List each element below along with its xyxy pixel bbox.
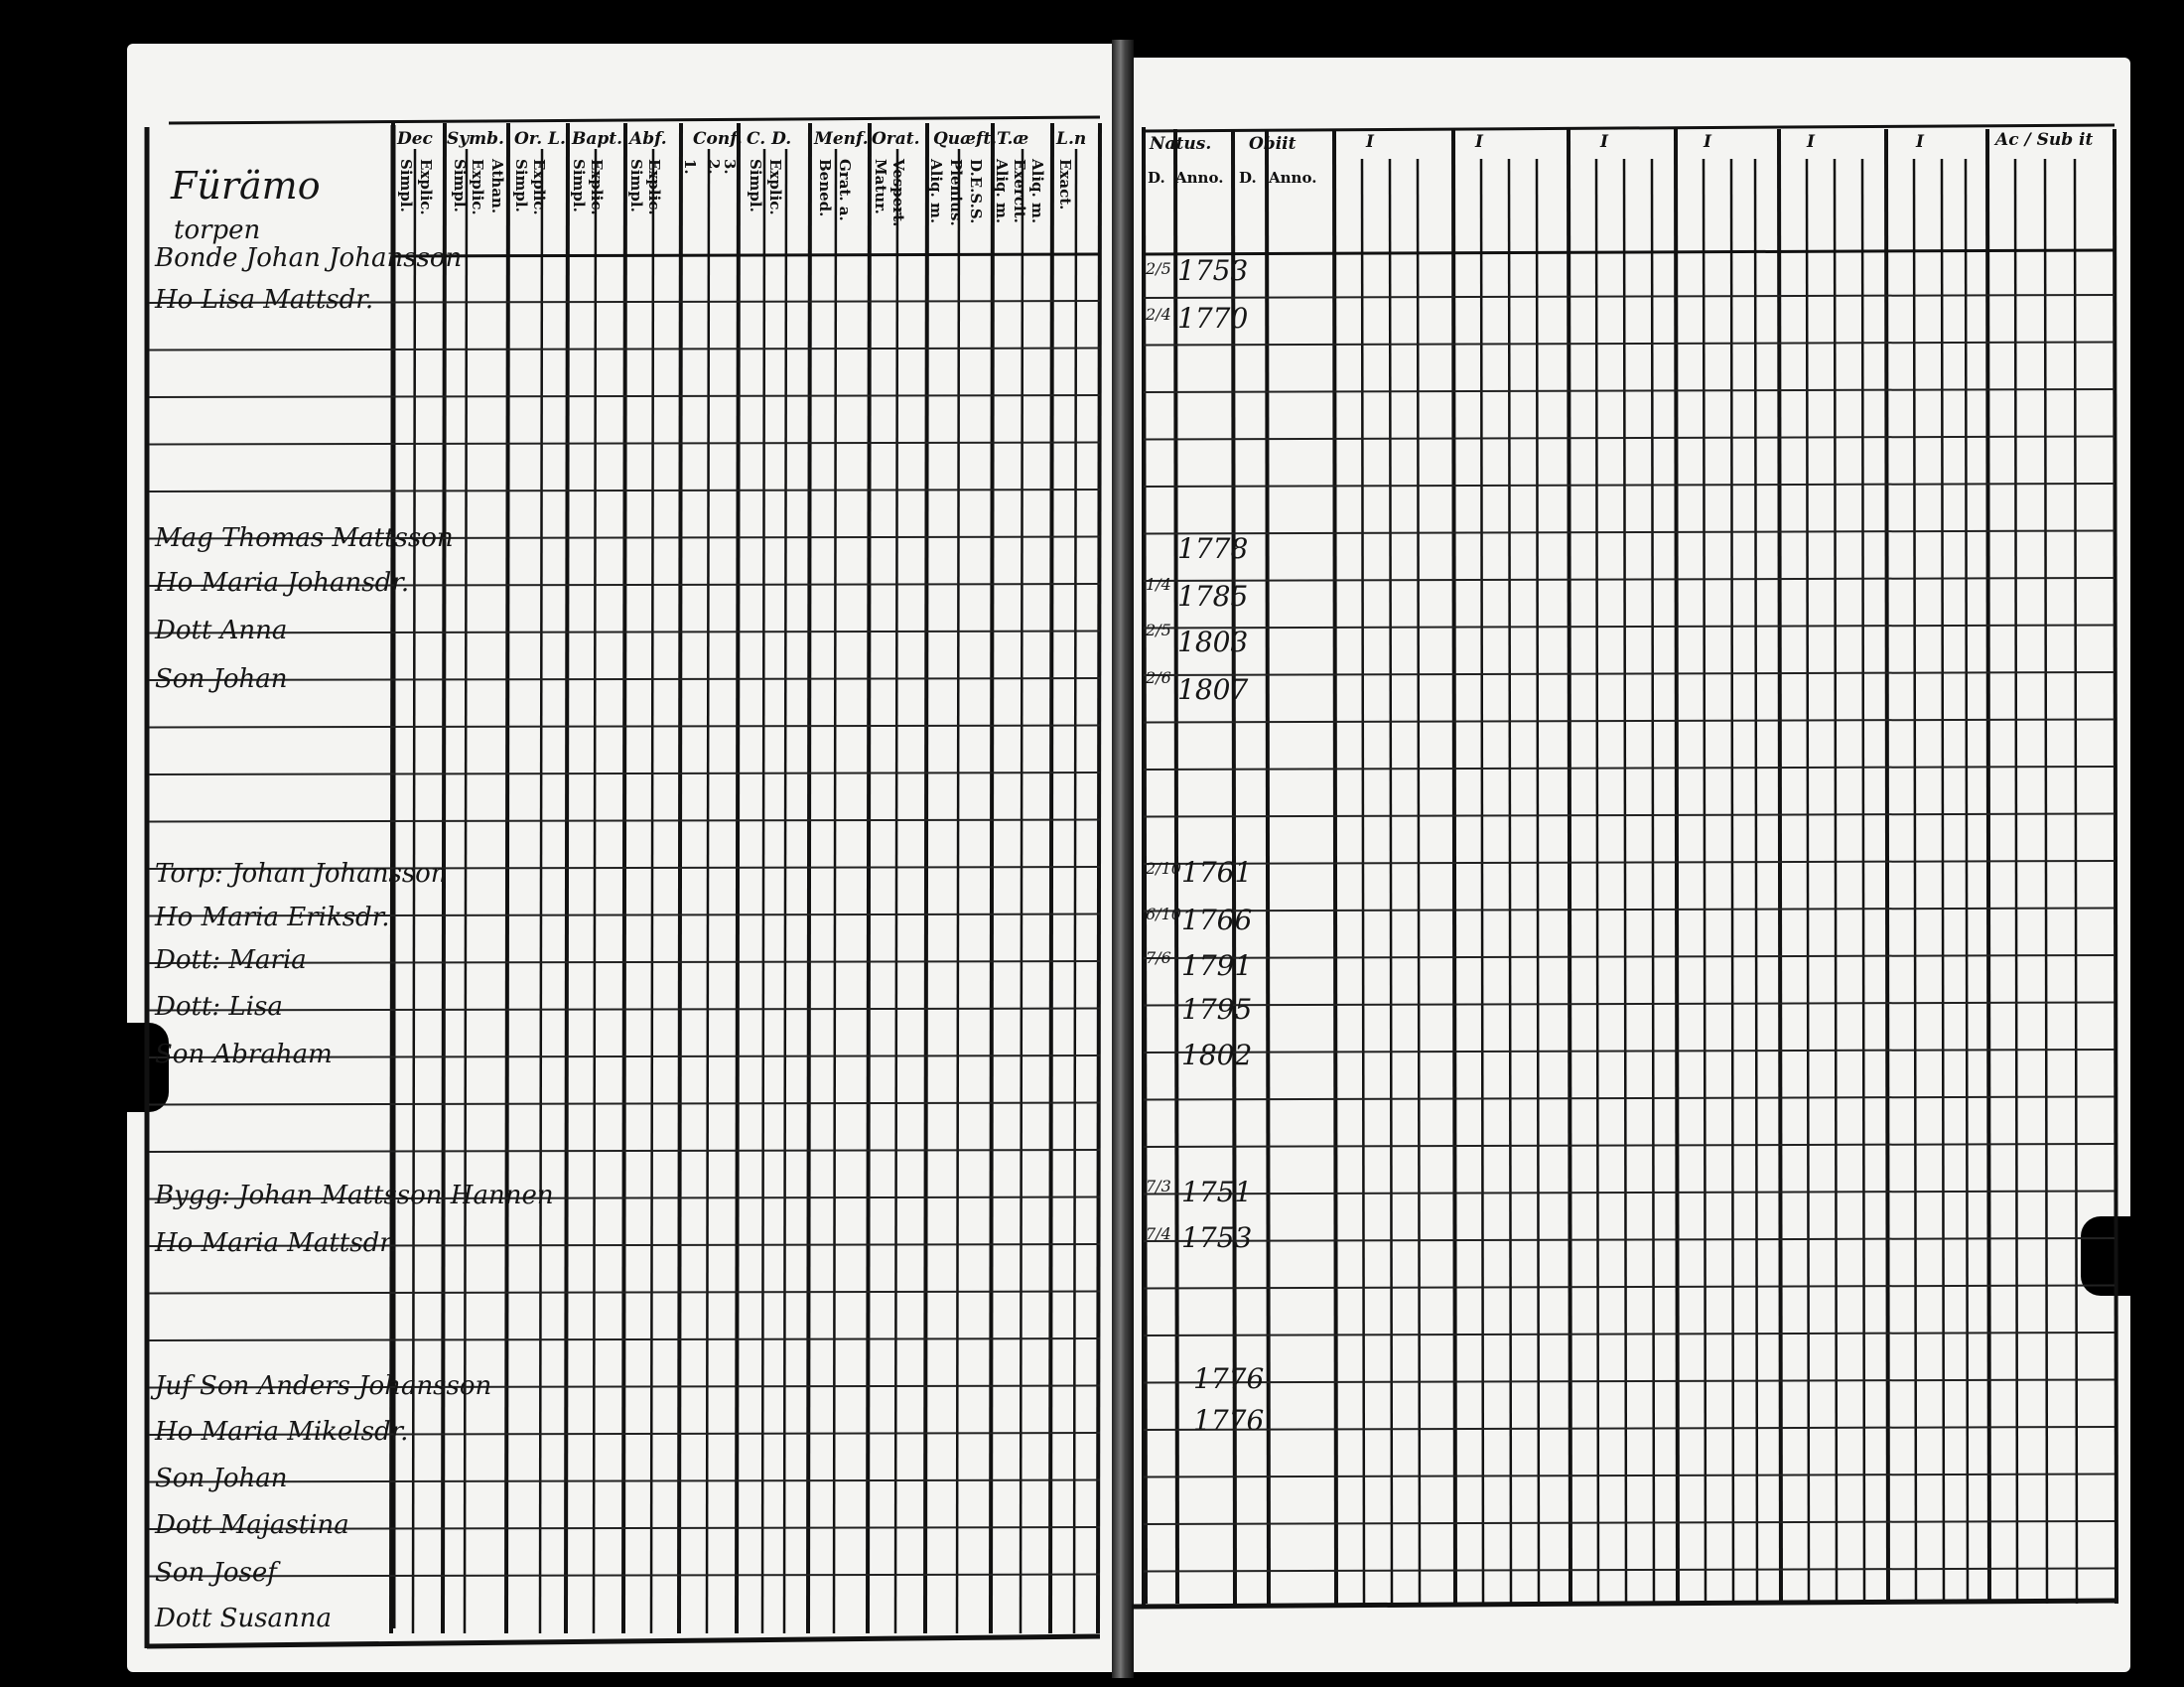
birth-year: 1791 <box>1181 949 1253 982</box>
left-subcolumn-rule <box>1021 149 1023 1633</box>
right-subcolumn-rule <box>1862 159 1864 1604</box>
right-subcolumn-rule <box>1966 159 1968 1604</box>
column-group-header: Abf. <box>629 129 667 149</box>
column-sub-header: D.E.S.S. <box>967 159 985 224</box>
column-sub-header: Plenius. <box>947 159 965 226</box>
column-group-header: Or. L. <box>514 129 566 149</box>
column-sub-header: 3. <box>721 159 739 175</box>
right-column-rule <box>1676 129 1678 1604</box>
birth-day: 7/3 <box>1146 1177 1171 1195</box>
right-subcolumn-rule <box>1914 159 1916 1604</box>
year-mark-4: I <box>1704 132 1711 152</box>
birth-year: 1803 <box>1177 626 1249 658</box>
birth-day: 6/10 <box>1146 905 1181 923</box>
left-subcolumn-rule <box>957 149 959 1633</box>
birth-year: 1753 <box>1177 254 1249 287</box>
obiit-anno-header: Anno. <box>1269 169 1317 187</box>
household-entry: Son Abraham <box>155 1040 333 1069</box>
column-sub-header: Explic. <box>417 159 435 215</box>
left-row-rule <box>149 349 1100 351</box>
right-row-rule <box>1144 861 2115 864</box>
right-column-rule <box>1569 129 1570 1604</box>
right-subcolumn-rule <box>1731 159 1733 1604</box>
birth-day: 2/4 <box>1146 305 1171 324</box>
household-entry: Mag Thomas Mattsson <box>155 523 454 553</box>
column-sub-header: Explic. <box>530 159 548 215</box>
household-entry: Son Johan <box>155 664 288 694</box>
right-row-rule <box>1144 343 2115 346</box>
household-entry: Ho Maria Eriksdr. <box>155 903 390 932</box>
birth-year: 1751 <box>1181 1176 1253 1208</box>
left-subcolumn-rule <box>895 149 897 1633</box>
household-entry: Son Johan <box>155 1464 288 1493</box>
left-column-rule <box>1098 123 1100 1633</box>
left-row-rule <box>149 443 1100 445</box>
household-entry: Son Josef <box>155 1558 277 1588</box>
right-subcolumn-rule <box>2045 159 2047 1604</box>
column-sub-header: Athan. <box>488 159 506 214</box>
right-row-rule <box>1144 437 2115 440</box>
place-heading: Fürämo <box>171 164 321 208</box>
column-sub-header: Vespert. <box>889 159 907 227</box>
column-group-header: Orat. <box>872 129 920 149</box>
household-entry: Dott: Maria <box>155 945 307 975</box>
right-row-rule <box>1144 1380 2115 1383</box>
year-mark-5: I <box>1807 132 1815 152</box>
column-sub-header: Exact. <box>1056 159 1074 211</box>
right-subcolumn-rule <box>1624 159 1626 1604</box>
right-subcolumn-rule <box>1509 159 1511 1604</box>
right-row-rule <box>1144 909 2115 912</box>
year-mark-6: I <box>1916 132 1924 152</box>
year-mark-3: I <box>1600 132 1608 152</box>
right-row-rule <box>1144 1427 2115 1430</box>
birth-day: 2/5 <box>1146 259 1171 278</box>
birth-year: 1778 <box>1177 532 1249 565</box>
household-entry: Bygg: Johan Mattsson Hannen <box>155 1181 554 1210</box>
right-subcolumn-rule <box>2015 159 2017 1604</box>
left-subcolumn-rule <box>1074 149 1076 1633</box>
birth-year: 1776 <box>1193 1362 1265 1395</box>
birth-day: 7/6 <box>1146 948 1171 967</box>
household-entry: Ho Maria Mattsdr. <box>155 1228 398 1258</box>
birth-year: 1776 <box>1193 1404 1265 1437</box>
right-row-rule <box>1144 1050 2115 1053</box>
household-entry: Ho Maria Johansdr. <box>155 568 410 598</box>
right-row-rule <box>1144 955 2115 958</box>
right-row-rule <box>1144 1003 2115 1006</box>
obiit-day-header: D. <box>1239 169 1257 187</box>
column-sub-header: Aliq. m. <box>1028 159 1046 224</box>
left-row-rule <box>149 395 1100 397</box>
last-column-header: Ac / Sub it <box>1995 130 2094 150</box>
birth-year: 1802 <box>1181 1039 1253 1071</box>
left-subcolumn-rule <box>651 149 653 1633</box>
birth-day: 2/5 <box>1146 621 1171 639</box>
left-subcolumn-rule <box>465 149 467 1633</box>
column-group-header: Conf. <box>693 129 743 149</box>
left-subcolumn-rule <box>784 149 786 1633</box>
right-row-rule <box>1144 1097 2115 1100</box>
birth-day: 2/6 <box>1146 668 1171 687</box>
right-subcolumn-rule <box>2075 159 2077 1604</box>
birth-year: 1807 <box>1177 673 1249 706</box>
right-subcolumn-rule <box>1362 159 1364 1604</box>
household-entry: Ho Maria Mikelsdr. <box>155 1417 409 1447</box>
year-mark-1: I <box>1366 132 1374 152</box>
right-row-rule <box>1144 389 2115 392</box>
left-column-rule <box>808 123 810 1633</box>
household-entry: Dott: Lisa <box>155 992 283 1022</box>
household-entry: Dott Susanna <box>155 1604 333 1633</box>
right-subcolumn-rule <box>1537 159 1539 1604</box>
column-sub-header: Explic. <box>588 159 606 215</box>
birth-year: 1785 <box>1177 580 1249 613</box>
column-sub-header: Matur. <box>872 159 889 214</box>
left-column-rule <box>925 123 927 1633</box>
household-entry: Dott Anna <box>155 616 288 645</box>
right-row-rule <box>1144 1569 2115 1572</box>
right-row-rule <box>1144 1521 2115 1524</box>
left-subcolumn-rule <box>413 149 415 1633</box>
column-sub-header: Simpl. <box>397 159 415 212</box>
natus-anno-header: Anno. <box>1175 169 1224 187</box>
right-row-rule <box>1144 484 2115 487</box>
left-subcolumn-rule <box>707 149 709 1633</box>
right-row-rule <box>1144 295 2115 298</box>
column-sub-header: Simpl. <box>627 159 645 212</box>
column-sub-header: Simpl. <box>512 159 530 212</box>
right-row-rule <box>1144 1144 2115 1147</box>
right-subcolumn-rule <box>1418 159 1420 1604</box>
right-subcolumn-rule <box>1704 159 1706 1604</box>
left-subcolumn-rule <box>594 149 596 1633</box>
column-sub-header: 2. <box>705 159 723 175</box>
natus-day-header: D. <box>1148 169 1165 187</box>
birth-year: 1795 <box>1181 993 1253 1026</box>
column-group-header: T.æ <box>997 129 1029 149</box>
column-group-header: Dec <box>397 129 433 149</box>
right-subcolumn-rule <box>1755 159 1757 1604</box>
column-sub-header: Simpl. <box>451 159 469 212</box>
right-row-rule <box>1144 1286 2115 1289</box>
left-column-rule <box>991 123 993 1633</box>
right-row-rule <box>1144 672 2115 675</box>
right-row-rule <box>1144 1192 2115 1195</box>
left-subcolumn-rule <box>762 149 764 1633</box>
right-subcolumn-rule <box>1835 159 1837 1604</box>
right-row-rule <box>1144 578 2115 581</box>
right-subcolumn-rule <box>1942 159 1944 1604</box>
household-entry: Dott Majastina <box>155 1510 349 1540</box>
column-sub-header: Aliq. m. <box>993 159 1011 224</box>
column-sub-header: 1. <box>681 159 699 175</box>
natus-header: Natus. <box>1150 134 1212 154</box>
left-column-rule <box>868 123 870 1633</box>
right-row-rule <box>1144 814 2115 817</box>
column-group-header: L.n <box>1056 129 1087 149</box>
left-column-rule <box>1050 123 1052 1633</box>
column-group-header: Quæft. <box>933 129 998 149</box>
household-entry: Ho Lisa Mattsdr. <box>155 285 374 315</box>
right-column-rule <box>1779 129 1781 1604</box>
right-row-rule <box>1144 531 2115 534</box>
right-row-rule <box>1144 626 2115 629</box>
right-column-rule <box>1987 129 1989 1604</box>
column-group-header: C. D. <box>747 129 792 149</box>
birth-year: 1766 <box>1181 904 1253 936</box>
birth-day: 2/10 <box>1146 859 1181 878</box>
column-sub-header: Explic. <box>469 159 486 215</box>
right-subcolumn-rule <box>1390 159 1392 1604</box>
right-subcolumn-rule <box>1807 159 1809 1604</box>
column-sub-header: Exercit. <box>1011 159 1028 223</box>
column-sub-header: Simpl. <box>570 159 588 212</box>
right-row-rule <box>1144 767 2115 770</box>
household-entry: Bonde Johan Johansson <box>155 243 463 273</box>
column-sub-header: Aliq. m. <box>927 159 945 224</box>
right-subcolumn-rule <box>1481 159 1483 1604</box>
year-mark-2: I <box>1475 132 1483 152</box>
right-row-rule <box>1144 720 2115 723</box>
right-row-rule <box>1144 1238 2115 1241</box>
column-group-header: Menf. <box>814 129 869 149</box>
birth-day: 7/4 <box>1146 1224 1171 1243</box>
column-sub-header: Simpl. <box>747 159 764 212</box>
birth-year: 1770 <box>1177 302 1249 335</box>
birth-year: 1753 <box>1181 1221 1253 1254</box>
column-sub-header: Explic. <box>645 159 663 215</box>
obiit-header: Obiit <box>1249 134 1297 154</box>
right-subcolumn-rule <box>1652 159 1654 1604</box>
column-group-header: Symb. <box>447 129 504 149</box>
column-group-header: Bapt. <box>572 129 623 149</box>
birth-day: 1/4 <box>1146 575 1171 594</box>
right-row-rule <box>1144 1475 2115 1477</box>
right-column-rule <box>2115 129 2116 1604</box>
column-sub-header: Grat. a. <box>836 159 854 221</box>
right-row-rule <box>1144 1333 2115 1336</box>
column-sub-header: Explic. <box>766 159 784 215</box>
left-subcolumn-rule <box>834 149 836 1633</box>
household-entry: Torp: Johan Johansson <box>155 859 448 889</box>
household-entry: Juf Son Anders Johansson <box>155 1371 492 1401</box>
right-column-rule <box>1886 129 1888 1604</box>
column-sub-header: Bened. <box>816 159 834 217</box>
left-subcolumn-rule <box>540 149 542 1633</box>
birth-year: 1761 <box>1181 856 1253 889</box>
place-subheading: torpen <box>174 215 261 245</box>
right-subcolumn-rule <box>1596 159 1598 1604</box>
